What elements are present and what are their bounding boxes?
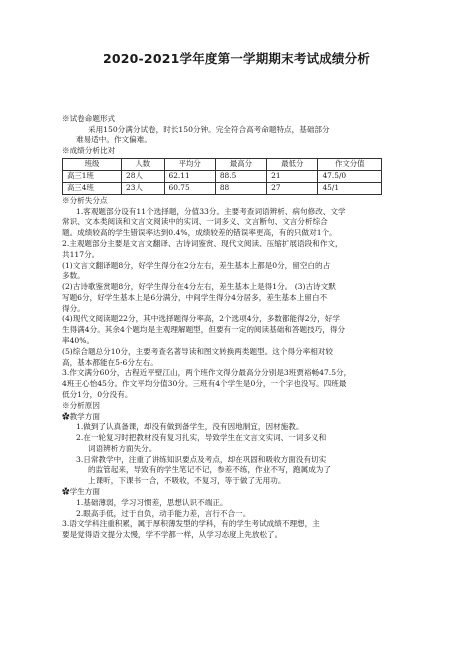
flower-icon: ✿ <box>62 411 70 421</box>
paragraph-line: 常识、文本类阅读和文言文阅读中的实词、一词多义、文言断句、文言分析综合 <box>62 217 328 227</box>
table-header-cell: 作文分值 <box>318 158 382 170</box>
paragraph-line: 难易适中。作文偏难。 <box>76 135 152 145</box>
paragraph-line: 3.语文学科注重积累，属于厚积薄发型的学科，有的学生考试成绩不理想，主 <box>62 519 320 529</box>
subheading-teaching <box>62 412 411 423</box>
paragraph-line: 要是觉得语文提分太慢，学不学都一样，从学习态度上先放松了。 <box>62 530 283 540</box>
table-cell: 27 <box>267 182 318 194</box>
paragraph-line: 4班王心怡45分。作文平均分值30分。三班有4个学生是0分，一个字也没写。四班最 <box>62 379 347 389</box>
paragraph-line: 上课听，下课书一合，不吸收，不复习，等于做了无用功。 <box>88 476 286 486</box>
paragraph-line: 1.客观题部分设有11个选择题，分值33分。主要考查词语辨析、病句修改、文学 <box>76 206 346 216</box>
table-row <box>63 182 382 194</box>
paragraph-line: 生得满4分。其余4个题均是主观理解题型，但要有一定的阅读基础和答题技巧，得分 <box>62 325 346 335</box>
table-header-cell: 平均分 <box>164 158 215 170</box>
table-cell: 62.11 <box>164 170 215 182</box>
paragraph-line: 率40%。 <box>62 336 95 346</box>
table-cell: 45/1 <box>318 182 382 194</box>
table-header-row <box>63 158 382 170</box>
table-cell: 高三4班 <box>63 182 122 194</box>
paragraph-line: 2.主观题部分主要是文言文翻译、古诗词鉴赏、现代文阅读、压缩扩展语段和作文， <box>62 239 343 248</box>
title-spacer <box>62 68 411 114</box>
paragraph-line: 多数。 <box>62 271 85 281</box>
table-cell: 高三1班 <box>63 170 122 182</box>
paragraph-line: 1.基础薄弱，学习习惯差，思想认识不端正。 <box>76 497 228 507</box>
paragraph-line: 共117分。 <box>62 249 100 259</box>
subheading-label: 教学方面 <box>69 411 100 421</box>
paragraph-line: (5)综合题总分10分，主要考查名著导读和图文转换两类题型。这个得分率相对较 <box>62 346 334 356</box>
table-cell: 28人 <box>122 170 164 182</box>
paragraph-line: (1)文言文翻译题8分，好学生得分在2分左右，差生基本上都是0分，留空白的占 <box>62 260 331 270</box>
subheading-students <box>62 487 411 498</box>
table-cell: 21 <box>267 170 318 182</box>
table-cell: 60.75 <box>164 182 215 194</box>
document-title: 2020-2021学年度第一学期期末考试成绩分析 <box>102 51 371 66</box>
paragraph-line: 采用150分满分试卷，时长150分钟。完全符合高考命题特点，基础部分 <box>88 124 330 134</box>
paragraph-line: 2.在一轮复习时把教材没有复习扎实，导致学生在文言文实词、一词多义和 <box>76 433 327 443</box>
paragraph-line: (4)现代文阅读题22分，其中选择题得分率高，2个选项4分，多数都能得2分，好学 <box>62 314 340 324</box>
paragraph-line: 写题6分，好学生基本上是6分满分，中间学生得分4分居多，差生基本上留白不 <box>62 292 328 302</box>
table-header-cell: 班级 <box>63 158 122 170</box>
section-heading-exam-format: ※试卷命题形式 <box>62 113 116 123</box>
section-heading-causes: ※分析原因 <box>62 400 100 410</box>
paragraph-line: 高，基本都能在5-6分左右。 <box>62 357 158 367</box>
section-heading-error-analysis: ※分析失分点 <box>62 195 108 205</box>
paragraph-line: 词语辨析方面失分。 <box>88 443 157 453</box>
table-cell: 88.5 <box>215 170 266 182</box>
table-cell: 88 <box>215 182 266 194</box>
paragraph-line: 2.眼高手低，过于自负，动手能力差，言行不合一。 <box>76 508 251 518</box>
table-header-cell: 最低分 <box>267 158 318 170</box>
paragraph-line: 题。成绩较高的学生错误率达到0.4%，成绩较差的错误率更高，有的只做对1个。 <box>62 228 337 238</box>
table-row <box>63 170 382 182</box>
table-header-cell: 人数 <box>122 158 164 170</box>
subheading-label: 学生方面 <box>69 486 100 496</box>
paragraph-line: 1.做到了认真备课，却没有做到备学生，没有因地制宜，因材施教。 <box>76 422 304 432</box>
score-table <box>62 158 382 195</box>
paragraph-line: 得分。 <box>62 303 85 313</box>
paragraph-line: 低分1分，0分没有。 <box>62 389 133 399</box>
paragraph-line: 3.日常教学中，注重了讲练知识要点及考点，却在巩固和吸收方面没有切实 <box>76 454 327 464</box>
table-cell: 47.5/0 <box>318 170 382 182</box>
paragraph-line: (2)古诗歌鉴赏题8分，好学生得分在4分左右，差生基本上是得1分。 (3)古诗文默 <box>62 282 336 292</box>
table-header-cell: 最高分 <box>215 158 266 170</box>
paragraph-line: 的监管起来，导致有的学生笔记不记，参差不练，作业不写，跑属成为了 <box>88 465 331 475</box>
flower-icon: ✿ <box>62 486 70 496</box>
paragraph-line: 3.作文满分60分，古程近平壁江山，两个班作文得分最高分分别是3班贾裕畅47.5分， <box>62 368 352 378</box>
table-cell: 23人 <box>122 182 164 194</box>
section-heading-score-comparison: ※成绩分析比对 <box>62 146 116 156</box>
